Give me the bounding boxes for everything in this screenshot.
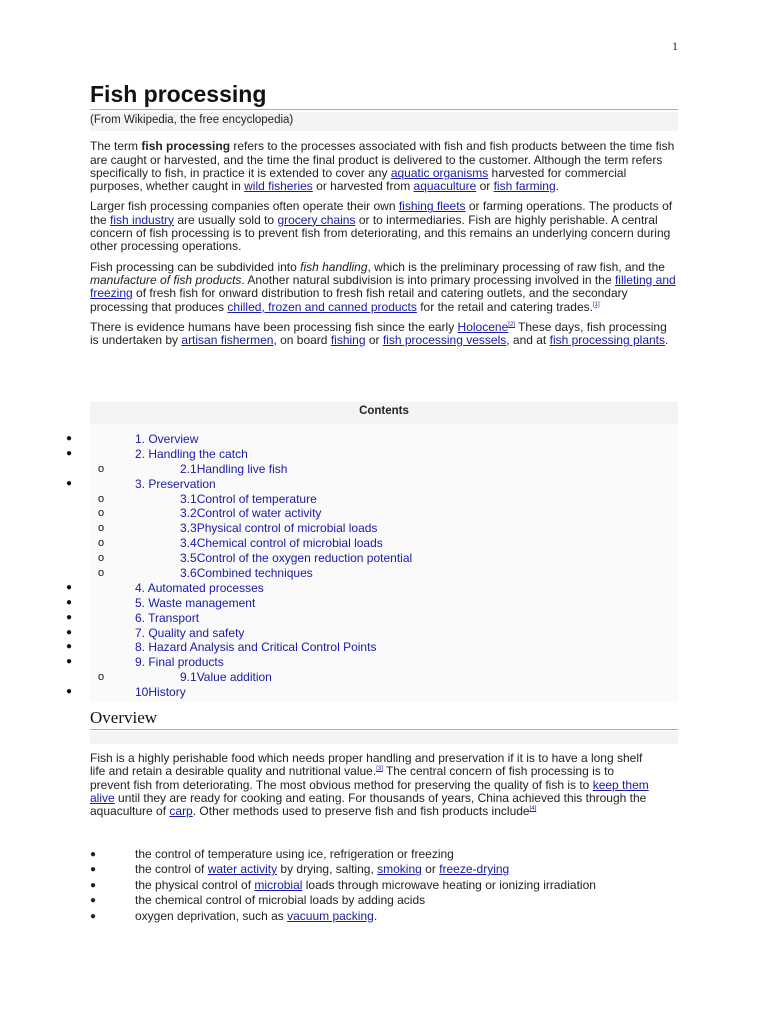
link-wild-fisheries[interactable]: wild fisheries xyxy=(244,179,313,194)
reference-link[interactable]: [2] xyxy=(508,321,515,328)
toc-entry-label[interactable]: Chemical control of microbial loads xyxy=(196,536,383,551)
text: . xyxy=(665,333,669,348)
toc-entry-number: 10 xyxy=(135,685,149,700)
bullet-icon: ● xyxy=(66,433,73,444)
link-fishing-fleets[interactable]: fishing fleets xyxy=(398,199,466,214)
toc-entry-number: 3.6 xyxy=(180,566,197,581)
toc-entry-link[interactable] xyxy=(180,551,412,566)
toc-entry-label[interactable]: Quality and safety xyxy=(148,625,245,640)
section-heading-overview: Overview xyxy=(90,708,678,730)
toc-entry-link[interactable] xyxy=(135,640,376,655)
toc-entry-label[interactable]: Combined techniques xyxy=(196,566,313,581)
text: , and at xyxy=(506,333,550,348)
link-aquatic-organisms[interactable]: aquatic organisms xyxy=(390,165,489,180)
text: for the retail and catering trades. xyxy=(416,299,593,314)
text: , on board xyxy=(273,333,331,348)
link-holocene[interactable]: Holocene xyxy=(457,319,509,334)
circle-bullet-icon: o xyxy=(98,492,105,505)
text: or xyxy=(365,333,383,348)
toc-entry[interactable] xyxy=(66,610,678,626)
toc-entry[interactable] xyxy=(90,462,678,477)
text: These days, fish processing is undertaken by xyxy=(90,319,667,348)
toc-entry-label[interactable]: Handling live fish xyxy=(196,461,288,476)
circle-bullet-icon: o xyxy=(98,671,105,684)
toc-entry[interactable] xyxy=(66,476,678,492)
toc-entry-number: 3. xyxy=(135,476,149,491)
bullet-icon: ● xyxy=(66,611,73,623)
toc-entry-label[interactable]: Transport xyxy=(148,610,200,625)
list-item xyxy=(90,862,678,877)
article-intro xyxy=(90,80,678,354)
intro-paragraph-2 xyxy=(90,200,678,253)
toc-entry[interactable] xyxy=(90,536,678,551)
toc-entry-label[interactable]: Hazard Analysis and Critical Control Points xyxy=(148,640,377,655)
term-italic: manufacture of fish products xyxy=(90,272,242,287)
circle-bullet-icon: o xyxy=(98,537,105,550)
link-carp[interactable]: carp xyxy=(169,804,193,819)
toc-entry-link[interactable] xyxy=(135,581,264,596)
bullet-icon: ● xyxy=(66,581,73,593)
toc-entry-link[interactable] xyxy=(135,685,186,700)
text: . Other methods used to preserve fish and fish products include xyxy=(192,804,530,819)
link-keep-them-alive[interactable]: keep them alive xyxy=(90,777,649,805)
link-chilled-frozen-canned[interactable]: chilled, frozen and canned products xyxy=(227,299,417,314)
toc-entry-label[interactable]: Control of the oxygen reduction potential xyxy=(196,551,413,566)
text: The term xyxy=(90,139,142,154)
list-item xyxy=(90,878,678,893)
toc-entry-label[interactable]: Preservation xyxy=(148,476,216,491)
bullet-icon: ● xyxy=(90,895,97,907)
toc-entry-number: 3.2 xyxy=(180,506,197,521)
toc-entry[interactable] xyxy=(90,492,678,507)
text: . xyxy=(555,179,559,194)
circle-bullet-icon: o xyxy=(98,522,105,535)
toc-entry-number: 4. xyxy=(135,580,148,595)
toc-entry-link[interactable] xyxy=(180,670,272,685)
text: are usually sold to xyxy=(174,212,278,227)
bullet-icon: ● xyxy=(90,849,97,860)
toc-entry-number: 1. xyxy=(135,432,149,446)
section-spacer xyxy=(90,731,678,744)
toc-list xyxy=(66,424,678,702)
text: The central concern of fish processing is to prevent fish from deteriorating. The most obvious method for preserving the quality of fish is to xyxy=(90,764,615,792)
text: harvested for commercial purposes, whether caught in xyxy=(90,165,627,194)
text: or xyxy=(476,179,494,194)
bullet-icon: ● xyxy=(66,596,73,608)
link-artisan-fishermen[interactable]: artisan fishermen xyxy=(181,333,274,348)
toc-entry[interactable] xyxy=(90,521,678,536)
toc-entry-label[interactable]: Control of water activity xyxy=(196,506,322,521)
toc-entry-number: 5. xyxy=(135,595,149,610)
link-fish-processing-plants[interactable]: fish processing plants xyxy=(549,333,666,348)
toc-entry-link[interactable] xyxy=(135,432,198,447)
link-water-activity[interactable]: water activity xyxy=(207,862,278,877)
text: . xyxy=(373,908,378,923)
bullet-icon: ● xyxy=(66,477,73,489)
toc-entry-link[interactable] xyxy=(135,477,216,492)
toc-entry-label[interactable]: Value addition xyxy=(196,670,272,685)
toc-entry[interactable] xyxy=(90,670,678,685)
bullet-icon: ● xyxy=(90,879,97,891)
reference-link[interactable]: [3] xyxy=(376,766,383,773)
text: the chemical control of microbial loads by adding acids xyxy=(135,893,426,908)
toc-entry[interactable] xyxy=(66,580,678,596)
bullet-icon: ● xyxy=(90,864,97,876)
link-vacuum-packing[interactable]: vacuum packing xyxy=(287,908,374,923)
text: oxygen deprivation, such as xyxy=(135,908,288,923)
term-bold: fish processing xyxy=(141,139,231,154)
toc-entry-number: 9.1 xyxy=(180,670,197,685)
toc-entry-label[interactable]: Final products xyxy=(148,655,224,670)
toc-entry-link[interactable] xyxy=(180,566,313,581)
preservation-methods-list xyxy=(90,847,678,924)
list-item xyxy=(90,909,678,924)
link-freeze-drying[interactable]: freeze-drying xyxy=(439,862,510,877)
page-title: Fish processing xyxy=(90,80,678,110)
toc-entry-label[interactable]: Automated processes xyxy=(147,580,264,595)
toc-entry-label[interactable]: Overview xyxy=(148,432,199,446)
text: loads through microwave heating or ionizing irradiation xyxy=(302,877,596,892)
text: There is evidence humans have been processing fish since the early xyxy=(90,319,458,334)
table-of-contents xyxy=(66,402,678,702)
toc-entry-link[interactable] xyxy=(135,596,255,611)
toc-entry-number: 6. xyxy=(135,610,149,625)
toc-entry-number: 3.1 xyxy=(180,491,197,506)
link-filleting-and-freezing[interactable]: filleting and freezing xyxy=(90,272,676,301)
circle-bullet-icon: o xyxy=(98,567,105,580)
link-fish-farming[interactable]: fish farming xyxy=(493,179,556,194)
toc-entry-link[interactable] xyxy=(180,462,287,477)
toc-entry-label[interactable]: Handling the catch xyxy=(148,446,248,461)
list-item xyxy=(90,893,678,908)
text: or xyxy=(421,862,440,877)
toc-entry-link[interactable] xyxy=(180,536,383,551)
link-fish-processing-vessels[interactable]: fish processing vessels xyxy=(382,333,507,348)
toc-entry-label[interactable]: History xyxy=(148,685,186,700)
toc-entry[interactable] xyxy=(66,595,678,611)
term-italic: fish handling xyxy=(300,259,368,274)
text: Larger fish processing companies often operate their own xyxy=(90,199,399,214)
bullet-icon: ● xyxy=(66,686,73,698)
toc-entry-link[interactable] xyxy=(135,626,244,641)
toc-entry-number: 8. xyxy=(135,640,149,655)
link-grocery-chains[interactable]: grocery chains xyxy=(277,212,356,227)
intro-paragraph-4 xyxy=(90,321,678,348)
bullet-icon: ● xyxy=(66,626,73,638)
bullet-icon: ● xyxy=(66,447,73,459)
link-aquaculture[interactable]: aquaculture xyxy=(413,179,477,194)
toc-entry-number: 2. xyxy=(135,446,149,461)
toc-entry[interactable] xyxy=(66,685,678,700)
text: until they are ready for cooking and eating. For thousands of years, China achieved this through the aquaculture of xyxy=(90,790,647,819)
text: or to intermediaries. Fish are highly perishable. A central concern of fish processing is to prevent fish from deteriorating, and this remains an underlying concern during other processing operations. xyxy=(90,212,671,254)
text: or farming operations. The products of the xyxy=(90,199,673,227)
toc-entry-link[interactable] xyxy=(180,506,321,521)
text: , which is the preliminary processing of raw fish, and the xyxy=(367,259,665,274)
text: or harvested from xyxy=(312,179,414,194)
toc-entry-number: 9. xyxy=(135,655,149,670)
toc-entry-label[interactable]: Physical control of microbial loads xyxy=(196,521,378,536)
text: the physical control of xyxy=(135,877,255,892)
link-smoking[interactable]: smoking xyxy=(377,862,422,877)
circle-bullet-icon: o xyxy=(98,462,105,475)
toc-entry[interactable] xyxy=(90,551,678,566)
toc-title: Contents xyxy=(90,402,678,424)
toc-entry[interactable] xyxy=(66,655,678,670)
toc-entry[interactable] xyxy=(66,640,678,655)
overview-paragraph xyxy=(90,752,650,818)
toc-entry-number: 7. xyxy=(135,625,149,640)
link-fishing[interactable]: fishing xyxy=(330,333,366,348)
page-number: 1 xyxy=(672,39,678,53)
toc-entry[interactable] xyxy=(90,506,678,521)
toc-entry[interactable] xyxy=(66,446,678,462)
text: Fish is a highly perishable food which needs proper handling and preservation if it is to have a long shelf life and retain a desirable quality and nutritional value. xyxy=(90,751,643,779)
toc-entry-link[interactable] xyxy=(135,655,224,670)
toc-entry-label[interactable]: Waste management xyxy=(148,595,256,610)
toc-entry[interactable] xyxy=(66,432,678,447)
text: the control of temperature using ice, refrigeration or freezing xyxy=(135,847,454,861)
subtitle: (From Wikipedia, the free encyclopedia) xyxy=(90,112,678,131)
intro-paragraph-1 xyxy=(90,140,678,193)
circle-bullet-icon: o xyxy=(98,507,105,520)
list-item xyxy=(90,847,678,862)
toc-entry[interactable] xyxy=(66,625,678,641)
toc-entry-link[interactable] xyxy=(135,447,248,462)
toc-entry-number: 2.1 xyxy=(180,461,197,476)
circle-bullet-icon: o xyxy=(98,552,105,565)
bullet-icon: ● xyxy=(66,656,73,668)
text: Fish processing can be subdivided into xyxy=(90,259,301,274)
link-microbial[interactable]: microbial xyxy=(254,877,303,892)
bullet-icon: ● xyxy=(66,641,73,653)
toc-entry-link[interactable] xyxy=(135,611,199,626)
intro-paragraph-3 xyxy=(90,261,678,314)
toc-entry-number: 3.4 xyxy=(180,536,197,551)
toc-entry-number: 3.3 xyxy=(180,521,197,536)
toc-entry-number: 3.5 xyxy=(180,551,197,566)
text: . Another natural subdivision is into primary processing involved in the xyxy=(241,272,615,287)
text: by drying, salting, xyxy=(277,862,378,877)
toc-entry-link[interactable] xyxy=(180,521,377,536)
text: refers to the processes associated with fish and fish products between the time fish are caught or harvested, and the time the final product is delivered to the customer. Although the term refers specifically to fish, in practice it is extended to cover any xyxy=(90,139,675,180)
text: of fresh fish for onward distribution to fresh fish retail and catering outlets, and the secondary processing that produces xyxy=(90,286,628,314)
toc-entry[interactable] xyxy=(90,566,678,581)
link-fish-industry[interactable]: fish industry xyxy=(110,212,175,227)
text: the control of xyxy=(135,862,208,877)
toc-entry-link[interactable] xyxy=(180,492,317,507)
reference-link[interactable]: [4] xyxy=(529,806,537,813)
reference-link[interactable]: [1] xyxy=(593,301,600,308)
toc-entry-label[interactable]: Control of temperature xyxy=(196,491,317,506)
bullet-icon: ● xyxy=(90,910,97,922)
